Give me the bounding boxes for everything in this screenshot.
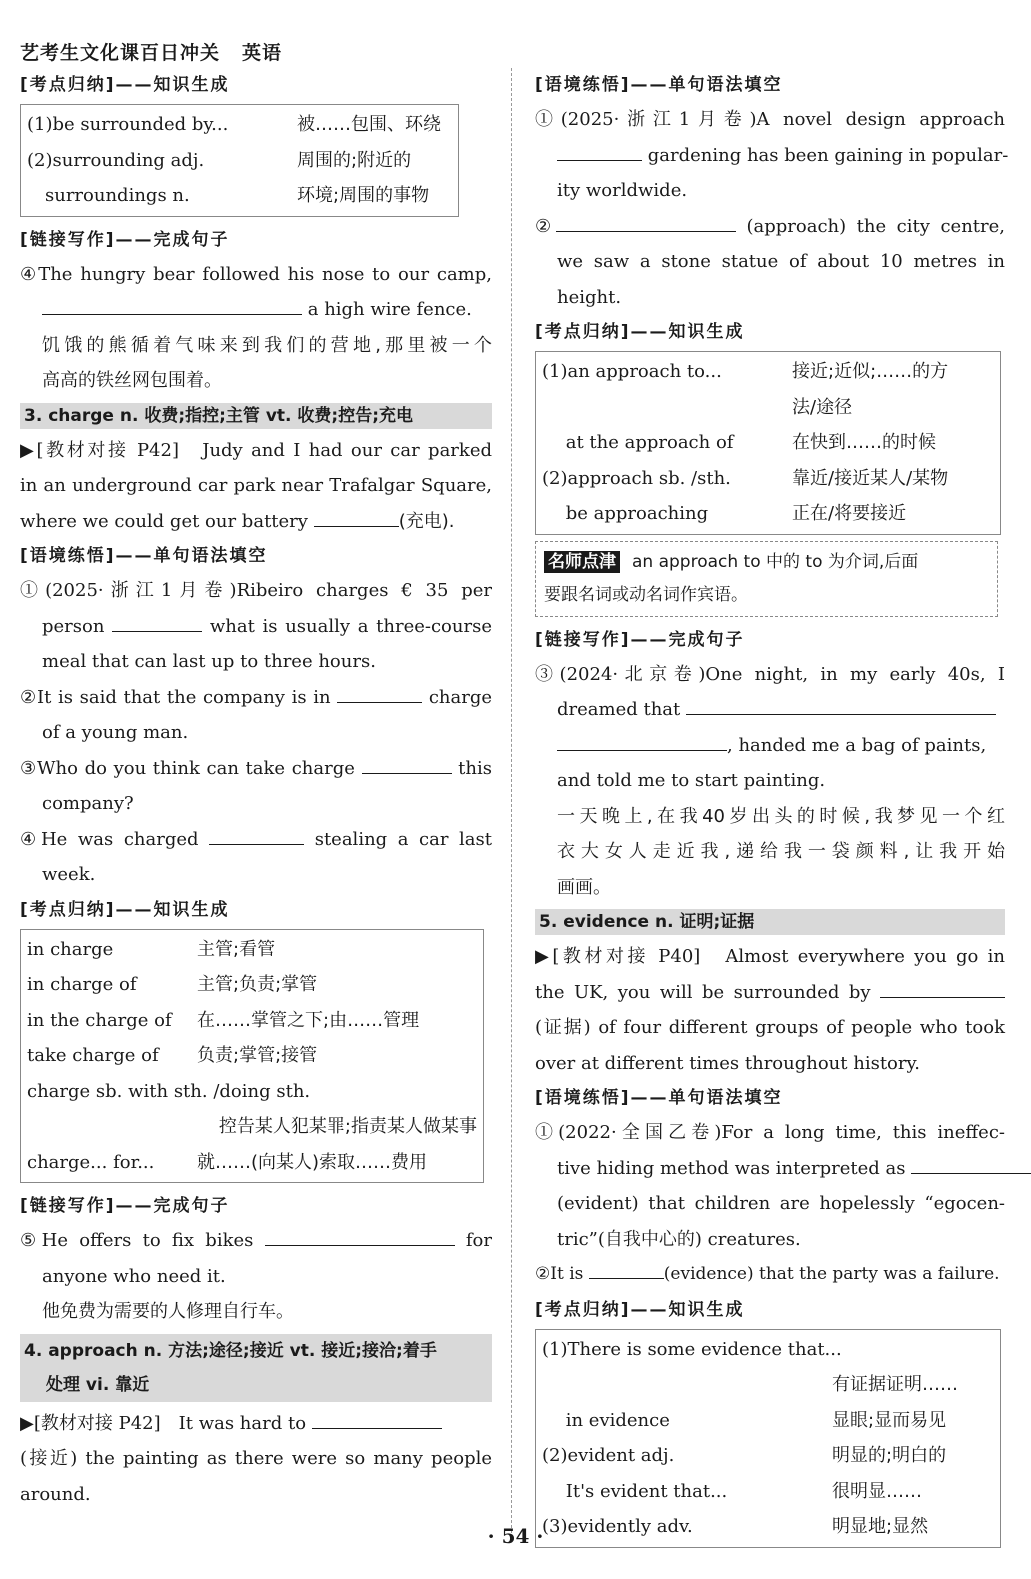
textbook-line: where we could get our battery (充电). (20, 504, 492, 540)
tag-writing: [链接写作]——完成句子 (535, 629, 745, 650)
summary-row: surroundings n. 环境;周围的事物 (27, 185, 430, 206)
page-number: · 54 · (487, 1524, 544, 1548)
tag-knowledge: [考点归纳]——知识生成 (535, 322, 745, 342)
tag-writing: [链接写作]——完成句子 (20, 229, 230, 250)
translation-line: 他免费为需要的人修理自行车。 (42, 1301, 294, 1322)
exercise-line: ①(2022·全国乙卷)For a long time, this ineffec- (535, 1122, 1005, 1143)
textbook-line: ▶[教材对接 P42] Judy and I had our car parked (20, 439, 492, 461)
textbook-line: ▶[教材对接 P40] Almost everywhere you go in (535, 946, 1005, 967)
textbook-line: (接近) the painting as there were so many people (20, 1448, 492, 1469)
answer-blank[interactable] (112, 611, 202, 632)
book-title: 艺考生文化课百日冲关 (20, 42, 221, 64)
answer-blank[interactable] (42, 294, 302, 315)
exercise-line: anyone who need it. (42, 1265, 226, 1287)
exercise-line: of a young man. (42, 722, 189, 743)
exercise-line: we saw a stone statue of about 10 metres in (557, 251, 1005, 272)
translation-line: 高高的铁丝网包围着。 (42, 370, 222, 391)
running-header (20, 38, 282, 65)
answer-blank[interactable] (556, 211, 736, 232)
answer-blank[interactable] (557, 140, 642, 161)
textbook-line: ▶[教材对接 P42] It was hard to (20, 1406, 492, 1442)
exercise-line: (evident) that children are hopelessly “egocen- (557, 1193, 1005, 1214)
exercise-line: ⑤He offers to fix bikes for (20, 1223, 492, 1259)
tip-label: 名师点津 (544, 551, 620, 573)
tag-knowledge: [考点归纳]——知识生成 (20, 75, 230, 95)
answer-blank[interactable] (337, 682, 422, 703)
exercise-line: ①(2025·浙江1月卷)Ribeiro charges € 35 per (20, 580, 492, 601)
summary-box-charge: in charge 主管;看管 in charge of 主管;负责;掌管 in the charge of 在……掌管之下;由……管理 take charge of 负责;掌管;接管 charge sb. with sth. /doing sth. 控告某人犯某罪;指责某人做某事 charge... for... 就……(向某人)索取……费用 (20, 929, 484, 1184)
exercise-line: , handed me a bag of paints, (535, 728, 1005, 764)
answer-blank[interactable] (362, 753, 452, 774)
exercise-line: ①(2025·浙江1月卷)A novel design approach (535, 109, 1005, 130)
tag-practice: [语境练悟]——单句语法填空 (535, 1088, 783, 1108)
exercise-line: height. (557, 286, 622, 308)
exercise-line: ④The hungry bear followed his nose to our camp, (20, 263, 492, 285)
summary-box-approach: (1)an approach to... 接近;近似;……的方 法/途径 at the approach of 在快到……的时候 (2)approach sb. /sth. 靠近/接近某人/某物 be approaching 正在/将要接近 (535, 351, 1001, 535)
answer-blank[interactable] (209, 824, 304, 845)
right-column (535, 68, 1009, 1554)
exercise-line: ③Who do you think can take charge this (20, 751, 492, 787)
section-heading-charge: 3. charge n. 收费;指控;主管 vt. 收费;控告;充电 (20, 403, 492, 429)
textbook-line: (证据) of four different groups of people who took (535, 1017, 1005, 1038)
exercise-line: a high wire fence. (20, 292, 492, 328)
summary-box-surround (20, 104, 459, 217)
teacher-tip: 名师点津 an approach to 中的 to 为介词,后面 要跟名词或动名词作宾语。 (535, 541, 998, 617)
answer-blank[interactable] (265, 1225, 455, 1246)
answer-blank[interactable] (589, 1258, 664, 1279)
tag-practice: [语境练悟]——单句语法填空 (20, 546, 268, 566)
translation-line: 一天晚上,在我40岁出头的时候,我梦见一个红 (557, 805, 1005, 827)
textbook-line: around. (20, 1483, 91, 1505)
exercise-line: meal that can last up to three hours. (42, 651, 376, 672)
answer-blank[interactable] (686, 694, 996, 715)
exercise-line: tric”(自我中心的) creatures. (557, 1228, 801, 1250)
exercise-line: ②It is said that the company is in charge (20, 680, 492, 716)
tag-writing: [链接写作]——完成句子 (20, 1196, 230, 1216)
tag-practice: [语境练悟]——单句语法填空 (535, 75, 783, 95)
exercise-line: gardening has been gaining in popular- (535, 138, 1005, 174)
textbook-line: over at different times throughout history. (535, 1052, 920, 1074)
textbook-line: in an underground car park near Trafalgar Square, (20, 475, 492, 496)
section-heading-approach: 4. approach n. 方法;途径;接近 vt. 接近;接洽;着手 处理 vi. 靠近 (20, 1334, 492, 1402)
left-column (20, 68, 492, 1512)
tag-knowledge: [考点归纳]——知识生成 (535, 1299, 745, 1320)
exercise-line: ity worldwide. (557, 180, 688, 201)
exercise-line: and told me to start painting. (557, 770, 826, 791)
summary-row: (1)be surrounded by... 被……包围、环绕 (27, 114, 441, 135)
translation-line: 饥饿的熊循着气味来到我们的营地,那里被一个 (42, 334, 492, 356)
exercise-line: company? (42, 793, 134, 814)
exercise-line: tive hiding method was interpreted as (535, 1151, 1005, 1187)
exercise-line: ③(2024·北京卷)One night, in my early 40s, I (535, 663, 1005, 685)
translation-line: 衣大女人走近我,递给我一袋颜料,让我开始 (557, 841, 1005, 862)
subject: 英语 (242, 42, 283, 64)
summary-row: (2)surrounding adj. 周围的;附近的 (27, 149, 412, 171)
exercise-line: ② (approach) the city centre, (535, 209, 1005, 245)
summary-box-evidence: (1)There is some evidence that... 有证据证明…… in evidence 显眼;显而易见 (2)evident adj. 明显的;明白的 It's evident that... 很明显…… (3)evidently adv. 明显地;显然 (535, 1329, 1001, 1548)
answer-blank[interactable] (314, 506, 399, 527)
exercise-line: ②It is (evidence) that the party was a failure. (535, 1257, 1005, 1293)
answer-blank[interactable] (880, 977, 1005, 998)
answer-blank[interactable] (911, 1153, 1031, 1174)
tag-knowledge: [考点归纳]——知识生成 (20, 899, 230, 920)
column-divider (511, 68, 512, 1538)
translation-line: 画画。 (557, 876, 611, 898)
answer-blank[interactable] (557, 730, 727, 751)
answer-blank[interactable] (312, 1408, 442, 1429)
section-heading-evidence: 5. evidence n. 证明;证据 (535, 909, 1005, 935)
exercise-line: ④He was charged stealing a car last (20, 822, 492, 858)
exercise-line: dreamed that (535, 692, 1005, 728)
exercise-line: person what is usually a three-course (20, 609, 492, 645)
textbook-line: the UK, you will be surrounded by (535, 975, 1005, 1011)
exercise-line: week. (42, 864, 96, 885)
